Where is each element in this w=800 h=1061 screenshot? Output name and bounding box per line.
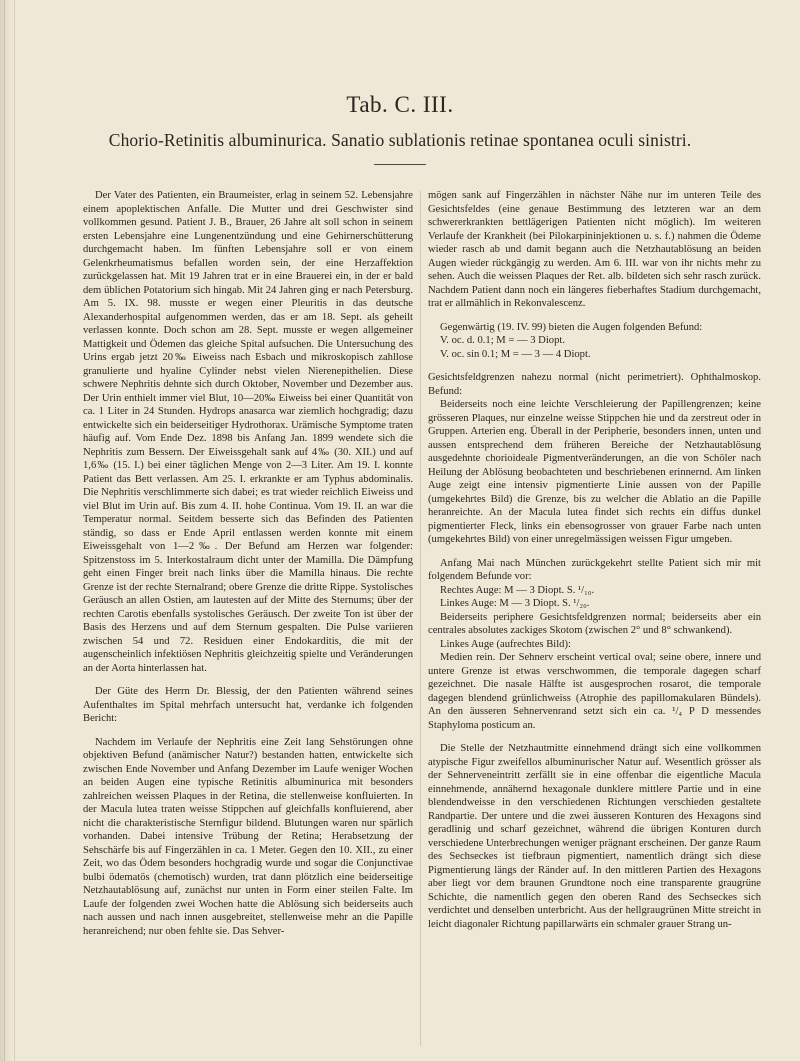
paragraph-munich-visit: Anfang Mai nach München zurückgekehrt stellte Patient sich mir mit folgendem Befunde vor: [428, 557, 761, 582]
line-right-eye: Rechtes Auge: M — 3 Diopt. S. ¹/₁₀. [440, 584, 595, 596]
line-left-eye-upright: Linkes Auge (aufrechtes Bild): [440, 638, 571, 650]
plate-subtitle: Chorio-Retinitis albuminurica. Sanatio sublationis retinae spontanea oculi sinistri. [108, 130, 692, 150]
paragraph-course: mögen sank auf Fingerzählen in nächster Nähe nur im unteren Teile des Gesichtsfeldes (eine genaue Bestimmung des letzteren war an dem schwererkrankten bettlägerigen Patienten nicht möglich). Im weiteren Verlaufe der Krankheit (bei Pilokarpininjektionen u. s. f.) nahmen die Ödeme wieder rasch ab und damit begann auch die Netzhautablösung an beiden Augen wieder rückgängig zu werden. Am 6. III. war von ihr nichts mehr zu sehen. Auch die weissen Plaques der Ret. alb. bildeten sich sehr rasch zurück. Nachdem Patient dann noch ein längeres fieberhaftes Stadium durchgemacht, trat er allmählich in Rekonvalescenz. [428, 190, 761, 309]
left-column [83, 189, 413, 938]
plate-header [0, 92, 800, 151]
column-gutter [420, 191, 421, 1046]
plate-title: Tab. C. III. [346, 92, 454, 117]
paragraph-report: Nachdem im Verlaufe der Nephritis eine Zeit lang Sehstörungen ohne objektiven Befund (anämischer Natur?) bestanden hatten, entwickelte sich zwischen Ende November und Anfang Dezember im Laufe weniger Wochen an beiden Augen eine typische Retinitis albuminurica mit besonders zahlreichen weissen Plaques in der Retina, die stellenweise konfluierten. In der Macula lutea traten weisse Stippchen auf gleichfalls konfluierend, aber nicht die charakteristische Sternfigur bildend. Blutungen waren nur spärlich vorhanden. Dabei intensive Trübung der Retina; Herabsetzung der Sehschärfe bis auf Fingerzählen in ca. 1 Meter. Gegen den 10. XII., zu einer Zeit, wo das Ödem besonders hochgradig wurde und sogar die Conjunctivae bulbi ödematös (chemotisch) wurden, trat dann plötzlich eine beiderseitige Netzhautablösung auf, zunächst nur unten in Form einer steilen Falte. Im Laufe der folgenden zwei Wochen hatte die Ablösung sich beiderseits auch nach aussen und nach innen ausgebreitet, stellenweise mehr an die Papille heranreichend; nur oben fehlte sie. Das Sehver- [83, 736, 413, 937]
paragraph-optic-nerve: Medien rein. Der Sehnerv erscheint vertical oval; seine obere, innere und untere Grenze ist etwas verschwommen, die temporale dagegen scharf gezeichnet. Die nasale Hälfte ist ausgesprochen rosarot, die temporale dagegen blendend grünlichweiss (Atrophie des papillomakularen Bündels). An den äusseren Sehnervenrand setzt sich ein ca. ¹/₄ P D messendes Staphyloma posticum an. [428, 652, 761, 731]
paragraph-findings-intro: Gegenwärtig (19. IV. 99) bieten die Augen folgenden Befund: [440, 321, 703, 333]
paragraph-acknowledgement: Der Güte des Herrn Dr. Blessig, der den Patienten während seines Aufenthaltes im Spital mehrfach untersucht hat, verdanke ich folgenden Bericht: [83, 686, 413, 724]
text-columns [0, 189, 800, 1049]
paragraph-macula-figure: Die Stelle der Netzhautmitte einnehmend drängt sich eine vollkommen atypische Figur zweifellos albuminurischer Natur auf. Wesentlich grösser als der Sehnerveneintritt zerfällt sie in eine offenbar die eigentliche Macula einnehmende, annähernd hexagonale dunklere mittlere Partie und in eine blendendweisse in den verschiedenen Richtungen verschieden gestaltete Randpartie. Der untere und die zwei äusseren Konturen des Hexagons sind geradlinig und scharf gezeichnet, während die übrigen Konturen durch verschiedene Unterbrechungen weniger prägnant erscheinen. Der ganze Raum des Sechseckes ist tiefbraun pigmentiert, namentlich drängt sich diese Pigmentierung längs der Ränder auf. In den mittleren Partien des Hexagons aber liegt vor dem braunen Grundtone noch eine transparente graugrüne Schichte, die namentlich gegen den oberen Rand des Sechseckes sich verdichtet und denselben unterbricht. Aus der hellgraugrünen Mitte streicht in leicht diagonaler Richtung papillarwärts ein schmaler grauer Strang un- [428, 743, 761, 930]
title-rule [374, 164, 426, 165]
paragraph-history: Der Vater des Patienten, ein Braumeister, erlag in seinem 52. Lebensjahre einem apoplektischen Anfalle. Die Mutter und drei Geschwister sind vollkommen gesund. Patient J. B., Brauer, 26 Jahre alt soll schon in seinem ersten Lebensjahre eine Lungenentzündung und eine Gehirnerschütterung durchgemacht haben. Im fünften Lebensjahre soll er von einem Gelenkrheumatismus befallen worden sein, der eine Herzaffektion zurückgelassen hat. Mit 19 Jahren trat er in eine Brauerei ein, in der er bald dem üblichen Potatorium sich hingab. Mit 24 Jahren ging er nach Petersburg. Am 5. IX. 98. musste er wegen einer Pleuritis in das deutsche Alexanderhospital aufgenommen werden, das er am 18. Sept. als geheilt verlassen konnte. Doch schon am 28. Sept. musste er wegen allgemeiner Mattigkeit und Ödemen das gleiche Spital aufsuchen. Die Untersuchung des Urins ergab jetzt 20‰ Eiweiss nach Esbach und mikroskopisch zahllose granulierte und hyaline Cylinder nebst vielen Nierenepithelien. Diese schwere Nephritis dehnte sich durch Oktober, November und Dezember aus. Der Urin enthielt immer viel Blut, 10—20‰ Eiweiss bei einer Quantität von ca. 1 Liter in 24 Stunden. Hydrops anasarca war ziemlich hochgradig; dazu entwickelte sich ein beiderseitiger Hydrothorax. Urämische Symptome traten häufig auf. Vom Ende Dez. 1898 bis Anfang Jan. 1899 wendete sich die Nephritis zum Bessern. Der Eiweissgehalt sank auf 4‰ (30. XII.) und auf 1,6‰ (15. I.) bei einer täglichen Menge von 2—3 Liter. Am 19. I. konnte Patient das Bett verlassen. Am 25. I. erkrankte er am Typhus abdominalis. Die Nephritis verschlimmerte sich dabei; es trat wieder reichlich Eiweiss und viel Blut im Urin auf. Bis zum 4. II. hohe Continua. Vom 19. II. an war die Temperatur normal. Seitdem besserte sich das Befinden des Patienten ständig, so dass er Ende April entlassen werden konnte mit einem Eiweissgehalt von 1—2‰. Der Befund am Herzen war folgender: Spitzenstoss im 5. Interkostalraum dicht unter der Mamilla. Die Dämpfung geht einen Finger breit nach links über die Mamilla hinaus. Die rechte Grenze ist der rechte Sternalrand; obere Grenze die dritte Rippe. Systolisches Geräusch an allen Ostien, am lautesten auf der Mitte des Sternums; über der rechten Carotis ebenfalls systolisches Geräusch. Der zweite Ton ist über der Basis des Herzens und auf dem Sternum gespalten. Die Pulse variieren zwischen 54 und 72. Residuen einer Endokarditis, die mit der augenscheinlich infektiösen Nephritis gleichzeitig spielte und Veränderungen an der Aorta hinterlassen hat. [83, 190, 413, 674]
line-visus-right: V. oc. d. 0.1; M = — 3 Diopt. [440, 335, 565, 346]
line-visus-left: V. oc. sin 0.1; M = — 3 — 4 Diopt. [440, 348, 591, 360]
line-left-eye: Linkes Auge: M — 3 Diopt. S. ¹/₂₀. [440, 598, 590, 609]
paragraph-ophthalmoscopy: Beiderseits noch eine leichte Verschleierung der Papillengrenzen; keine grösseren Plaques, nur einzelne weisse Stippchen hie und da zerstreut oder in Gruppen. Arterien eng. Überall in der Peripherie, besonders innen, unten und aussen entsprechend dem früheren Bereiche der Netzhautablösung ausgedehnte chorioideale Pigmentveränderungen, an die von Schöler nach Heilung der Ablösung beobachteten und beschriebenen erinnernd. Am linken Auge zeigt eine intensiv pigmentierte Linie aussen von der Papille (umgekehrtes Bild) die Grenze, bis zu welcher die Ablatio an die Papille heranreichte. An der Macula lutea findet sich rechts ein diffus dunkel pigmentierter Fleck, links ein ebensogrosser von grauer Farbe nach unten (umgekehrtes Bild) von einer unregelmässigen weissen Figur umgeben. [428, 399, 761, 545]
paragraph-scotoma: Beiderseits periphere Gesichtsfeldgrenzen normal; beiderseits aber ein centrales absolutes zackiges Skotom (zwischen 2° und 8° schwankend). [428, 611, 761, 636]
paragraph-visual-field: Gesichtsfeldgrenzen nahezu normal (nicht perimetriert). Ophthalmoskop. Befund: [428, 372, 761, 397]
right-column [428, 189, 761, 931]
